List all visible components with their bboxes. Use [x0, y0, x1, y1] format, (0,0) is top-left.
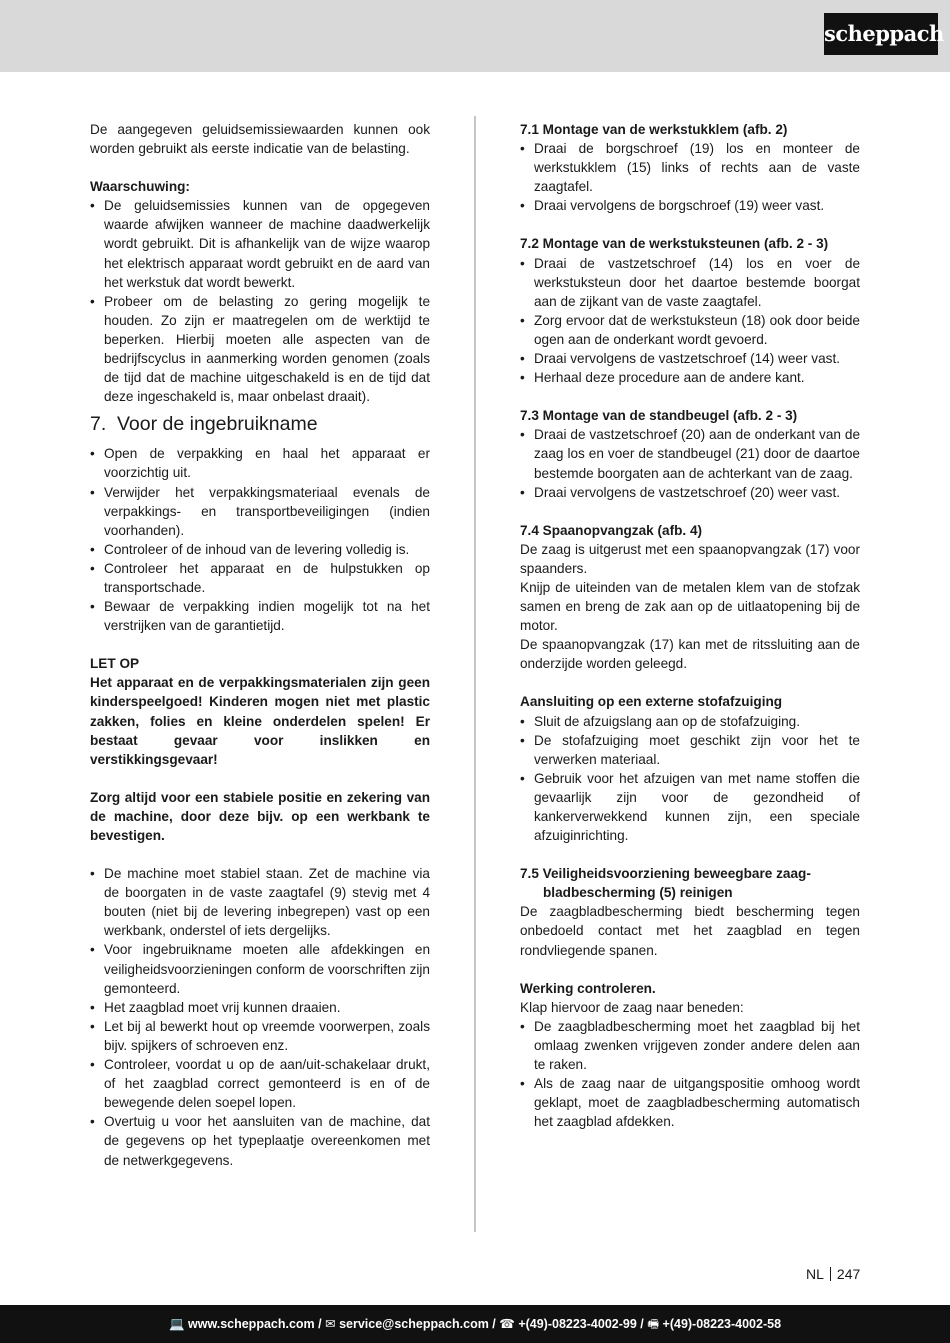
paragraph: Knijp de uiteinden van de metalen klem van de stofzak samen en breng de zak aan op de uitlaatopening bij de motor.	[520, 579, 860, 634]
list-item: • Probeer om de belasting zo gering mogelijk te houden. Zo zijn er maatregelen om de werktijd te beperken. Hierbij moeten alle aspecten van de bedrijfscyclus in aanmerking worden genomen (zoals de tijd dat de machine uitgeschakeld is en de tijd dat deze ingeschakeld is, maar onbelast draait).	[90, 292, 430, 407]
stability-notice: Zorg altijd voor een stabiele positie en zekering van de machine, door deze bijv. op een werkbank te bevestigen.	[90, 789, 430, 843]
section-number: 7.	[90, 413, 107, 436]
list-item: • Open de verpakking en haal het apparaat er voorzichtig uit.	[90, 444, 430, 482]
email-link[interactable]: service@scheppach.com	[339, 1317, 489, 1331]
separator: /	[488, 1317, 500, 1331]
paragraph: De zaagbladbescherming biedt bescherming tegen onbedoeld contact met het zaagblad en tegen rondvliegende spanen.	[520, 904, 860, 958]
list-item: • Draai de borgschroef (19) los en monteer de werkstukklem (15) links of rechts aan de vaste zaagtafel.	[520, 139, 860, 196]
letop-text: Het apparaat en de verpakkingsmaterialen zijn geen kinderspeelgoed! Kinderen mogen niet met plastic zakken, folies en kleine onderdelen spelen! Er bestaat gevaar voor inslikken en verstikkingsgevaar!	[90, 675, 430, 767]
machine-list	[90, 864, 430, 1170]
page-number-value: 247	[836, 1266, 861, 1282]
warning-list	[90, 196, 430, 406]
paragraph: Klap hiervoor de zaag naar beneden:	[520, 999, 744, 1015]
header-bar	[0, 0, 950, 72]
function-check-list	[520, 1017, 860, 1132]
divider	[830, 1267, 831, 1281]
subsection-7-2-list	[520, 254, 860, 388]
list-item: • Let bij al bewerkt hout op vreemde voorwerpen, zoals bijv. spijkers of schroeven enz.	[90, 1017, 430, 1055]
separator: /	[314, 1317, 326, 1331]
external-extraction-list	[520, 712, 860, 846]
list-item: • De zaagbladbescherming moet het zaagblad bij het omlaag zwenken vrijgeven zonder andere delen aan te raken.	[520, 1017, 860, 1074]
list-item: • Controleer, voordat u op de aan/uit-schakelaar drukt, of het zaagblad correct gemonteerd is en of de bewegende delen soepel lopen.	[90, 1055, 430, 1112]
list-item: • Overtuig u voor het aansluiten van de machine, dat de gegevens op het typeplaatje overeenkomen met de netwerkgegevens.	[90, 1112, 430, 1169]
subsection-7-3-title: 7.3 Montage van de standbeugel (afb. 2 - 3)	[520, 408, 798, 424]
list-item: • Zorg ervoor dat de werkstuksteun (18) ook door beide ogen aan de onderkant wordt gevoerd.	[520, 311, 860, 349]
list-item: • Draai vervolgens de borgschroef (19) weer vast.	[520, 196, 860, 215]
letop-title: LET OP	[90, 656, 140, 672]
envelope-icon: ✉	[325, 1317, 336, 1331]
computer-icon: 💻	[168, 1317, 185, 1331]
list-item: • Verwijder het verpakkingsmateriaal evenals de verpakkings- en transportbeveiligingen (indien voorhanden).	[90, 483, 430, 540]
right-column	[520, 120, 860, 1131]
list-item: • Controleer het apparaat en de hulpstukken op transportschade.	[90, 559, 430, 597]
subsection-7-1-title: 7.1 Montage van de werkstukklem (afb. 2)	[520, 122, 788, 137]
list-item: • Bewaar de verpakking indien mogelijk tot na het verstrijken van de garantietijd.	[90, 597, 430, 635]
list-item: • Als de zaag naar de uitgangspositie omhoog wordt geklapt, moet de zaagbladbescherming automatisch het zaagblad afdekken.	[520, 1074, 860, 1131]
list-item: • Draai vervolgens de vastzetschroef (14) weer vast.	[520, 349, 860, 368]
emission-paragraph: De aangegeven geluidsemissiewaarden kunnen ook worden gebruikt als eerste indicatie van de belasting.	[90, 122, 430, 157]
section-heading	[90, 412, 430, 436]
list-item: • Gebruik voor het afzuigen van met name stoffen die gevaarlijk zijn voor de gezondheid of kankerverwekkend kunnen zijn, een speciale afzuiginrichting.	[520, 769, 860, 845]
column-divider	[474, 116, 476, 1232]
warning-title: Waarschuwing:	[90, 179, 190, 195]
list-item: • Draai de vastzetschroef (20) aan de onderkant van de zaag los en voer de standbeugel (21) door de daartoe bestemde boorgaten aan de achterkant van de zaag.	[520, 425, 860, 482]
section-title: Voor de ingebruikname	[117, 413, 318, 436]
paragraph: De zaag is uitgerust met een spaanopvangzak (17) voor spaanders.	[520, 541, 860, 576]
list-item: • Voor ingebruikname moeten alle afdekkingen en veiligheidsvoorzieningen conform de voorschriften zijn gemonteerd.	[90, 940, 430, 997]
unpacking-list	[90, 444, 430, 635]
website-link[interactable]: www.scheppach.com	[188, 1317, 315, 1331]
external-extraction-title: Aansluiting op een externe stofafzuiging	[520, 694, 783, 710]
paragraph: De spaanopvangzak (17) kan met de ritssluiting aan de onderzijde worden geleegd.	[520, 637, 860, 672]
fax-number: +(49)-08223-4002-58	[662, 1317, 782, 1331]
list-item: • Controleer of de inhoud van de levering volledig is.	[90, 540, 430, 559]
list-item: • Sluit de afzuigslang aan op de stofafzuiging.	[520, 712, 860, 731]
list-item: • De stofafzuiging moet geschikt zijn voor het te verwerken materiaal.	[520, 731, 860, 769]
subsection-7-5-title: 7.5 Veiligheidsvoorziening beweegbare zaag-	[520, 866, 811, 882]
function-check-title: Werking controleren.	[520, 980, 656, 996]
telephone-icon: ☎	[499, 1317, 515, 1331]
page-number	[806, 1265, 860, 1283]
phone-number: +(49)-08223-4002-99	[518, 1317, 637, 1331]
subsection-7-3-list	[520, 425, 860, 501]
fax-icon: 🖷	[647, 1317, 660, 1331]
list-item: • Draai de vastzetschroef (14) los en voer de werkstuksteun door het daartoe bestemde boorgat aan de zijkant van de vaste zaagtafel.	[520, 254, 860, 311]
scheppach-logo: scheppach	[824, 13, 938, 55]
subsection-7-5-title-continued: bladbescherming (5) reinigen	[543, 885, 733, 901]
list-item: • Draai vervolgens de vastzetschroef (20) weer vast.	[520, 483, 860, 502]
subsection-7-4-title: 7.4 Spaanopvangzak (afb. 4)	[520, 522, 703, 538]
list-item: • Het zaagblad moet vrij kunnen draaien.	[90, 998, 430, 1017]
subsection-7-2-title: 7.2 Montage van de werkstuksteunen (afb. 2 - 3)	[520, 236, 829, 252]
list-item: • De geluidsemissies kunnen van de opgegeven waarde afwijken wanneer de machine daadwerkelijk wordt gebruikt. Dit is afhankelijk van de wijze waarop het elektrisch apparaat wordt gebruikt en de aard van het werkstuk dat wordt bewerkt.	[90, 196, 430, 291]
subsection-7-1-list	[520, 139, 860, 215]
left-column	[90, 120, 430, 1170]
footer-bar	[0, 1305, 950, 1343]
list-item: • De machine moet stabiel staan. Zet de machine via de boorgaten in de vaste zaagtafel (9) stevig met 4 bouten (niet bij de levering inbegrepen) vast op een werkbank, onderstel of iets dergelijks.	[90, 864, 430, 940]
list-item: • Herhaal deze procedure aan de andere kant.	[520, 368, 860, 387]
language-code: NL	[806, 1266, 824, 1282]
separator: /	[636, 1317, 648, 1331]
